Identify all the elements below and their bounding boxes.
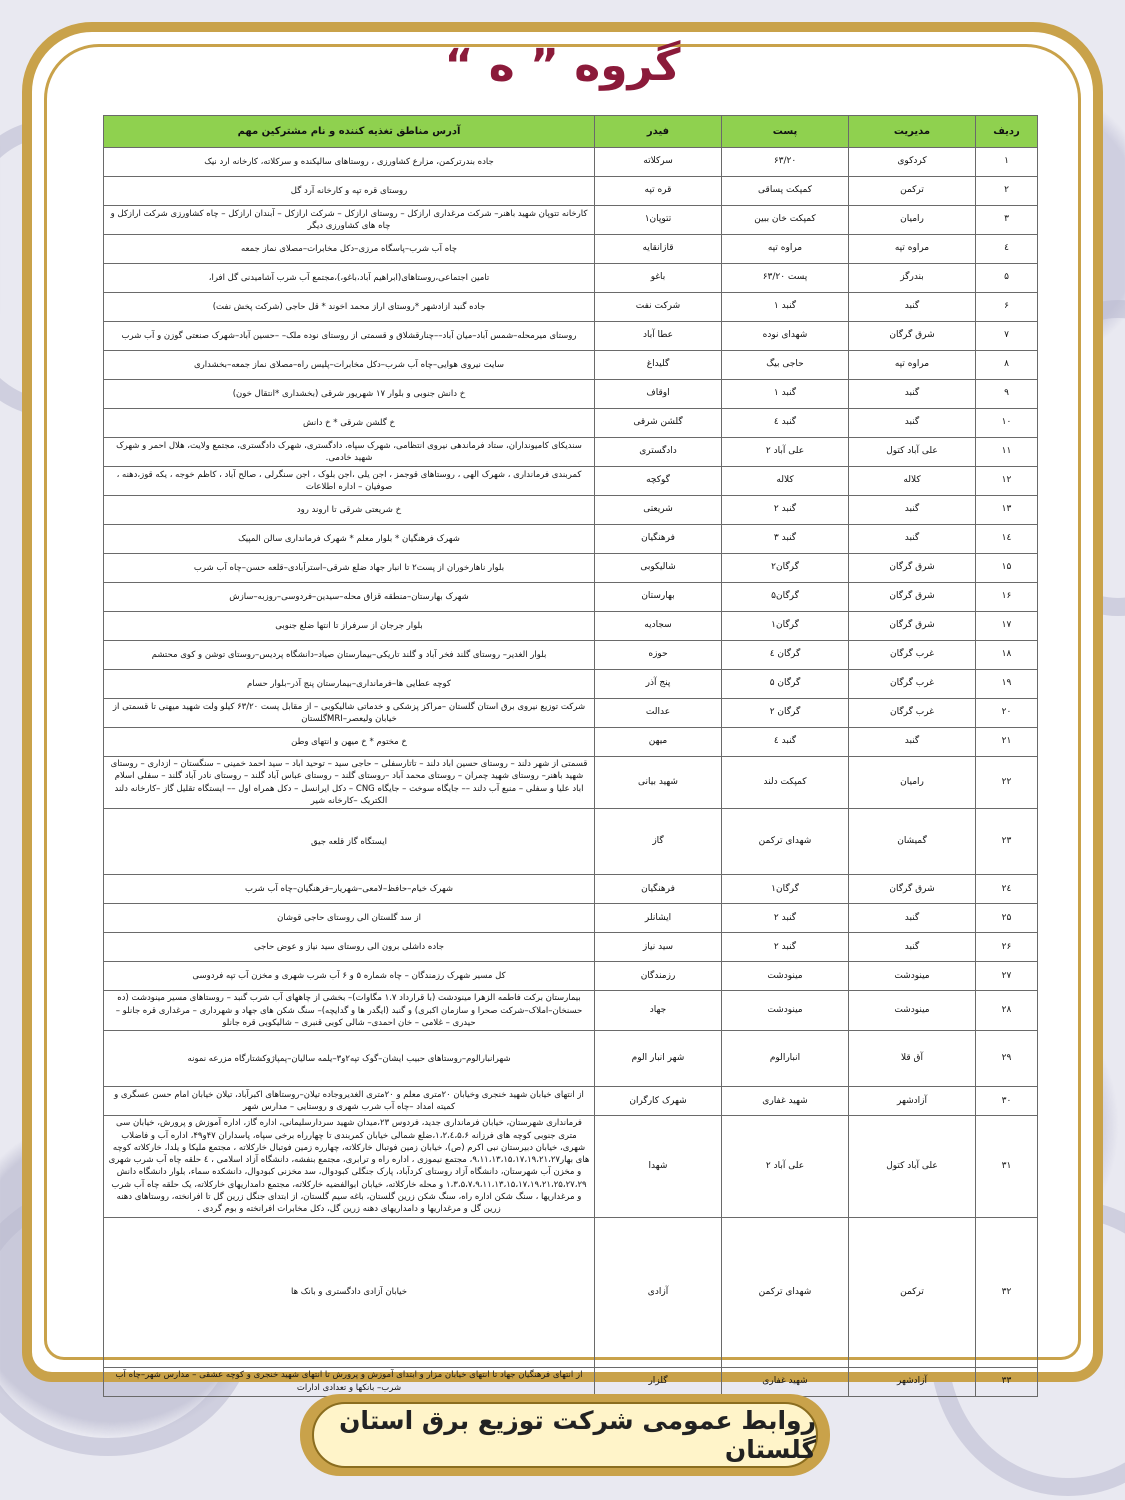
cell-address: از انتهای خیابان شهید خنجری وخیابان ۲۰متری معلم و ۲۰متری الغدیروجاده تیلان–روستاهای اکبرآباد، تیلان خیابان امام حسن عسگری و کمیته امداد –چاه آب شرب شهری و روستایی – مدارس شهر [104, 1087, 595, 1116]
table-row [104, 1087, 1038, 1116]
cell-management: گنبد [849, 380, 976, 409]
table-row [104, 380, 1038, 409]
cell-management: رامیان [849, 206, 976, 235]
cell-address: از انتهای فرهنگیان جهاد تا انتهای خیابان مزار و ابتدای آموزش و پرورش تا انتهای شهید خنجری و کوچه عشقی – مدارس شهر–چاه آب شرب– بانکها و تعدادی ادارات [104, 1367, 595, 1396]
cell-feeder: شرکت نفت [595, 293, 722, 322]
cell-row-number: ۲۸ [976, 991, 1038, 1031]
cell-row-number: ۱۶ [976, 583, 1038, 612]
cell-row-number: ۹ [976, 380, 1038, 409]
cell-feeder: گلشن شرقی [595, 409, 722, 438]
table-row [104, 809, 1038, 875]
cell-feeder: ایشانلر [595, 904, 722, 933]
cell-address: کارخانه تتوپان شهید باهنر– شرکت مرغداری ارازکل – روستای ارازکل – شرکت ارازکل – آبندان ارازکل – چاه کشاورزی شرکت ارازکل و چاه های کشاورزی دیگر [104, 206, 595, 235]
cell-feeder: آزادی [595, 1217, 722, 1367]
cell-row-number: ۵ [976, 264, 1038, 293]
cell-management: بندرگز [849, 264, 976, 293]
cell-post: شهید غفاری [722, 1367, 849, 1396]
cell-feeder: سرکلاته [595, 148, 722, 177]
cell-feeder: عدالت [595, 699, 722, 728]
cell-post: علی آباد ۲ [722, 1116, 849, 1218]
cell-management: غرب گرگان [849, 641, 976, 670]
cell-feeder: فرهنگیان [595, 525, 722, 554]
cell-feeder: حوزه [595, 641, 722, 670]
cell-row-number: ۲۰ [976, 699, 1038, 728]
table-row [104, 699, 1038, 728]
cell-management: شرق گرگان [849, 875, 976, 904]
cell-management: گنبد [849, 904, 976, 933]
cell-row-number: ۲۲ [976, 757, 1038, 809]
cell-management: غرب گرگان [849, 699, 976, 728]
cell-post: گنبد ۲ [722, 496, 849, 525]
header-address: آدرس مناطق تغذیه کننده و نام مشترکین مهم [104, 116, 595, 148]
cell-address: شهرک فرهنگیان * بلوار معلم * شهرک فرمانداری سالن المپیک [104, 525, 595, 554]
cell-feeder: شهید بیانی [595, 757, 722, 809]
table-row [104, 409, 1038, 438]
cell-row-number: ۳۱ [976, 1116, 1038, 1218]
cell-management: گنبد [849, 933, 976, 962]
cell-post: مراوه تپه [722, 235, 849, 264]
cell-address: کل مسیر شهرک رزمندگان – چاه شماره ۵ و ۶ آب شرب شهری و مخزن آب تپه فردوسی [104, 962, 595, 991]
cell-post: حاجی بیگ [722, 351, 849, 380]
table-row [104, 962, 1038, 991]
cell-post: گرگان۱ [722, 875, 849, 904]
cell-address: بلوار ناهارخوران از پست۲ تا انبار جهاد ضلع شرقی–استرآبادی–قلعه حسن–چاه آب شرب [104, 554, 595, 583]
table-row [104, 933, 1038, 962]
cell-feeder: گلزار [595, 1367, 722, 1396]
cell-post: شهید غفاری [722, 1087, 849, 1116]
cell-post: شهدای ترکمن [722, 1217, 849, 1367]
cell-address: کمربندی فرمانداری ، شهرک الهی ، روستاهای قوجمز ، اجن یلی ،اجن بلوک ، اجن سنگرلی ، صالح آباد ، کاظم خوجه ، یکه قوز،دهنه ، صوفیان – اداره اطلاعات [104, 467, 595, 496]
cell-address: خیابان آزادی دادگستری و بانک ها [104, 1217, 595, 1367]
cell-post: گرگان۲ [722, 554, 849, 583]
cell-feeder: شهرک کارگران [595, 1087, 722, 1116]
cell-management: ترکمن [849, 1217, 976, 1367]
table-row [104, 206, 1038, 235]
cell-post: گنبد ۱ [722, 293, 849, 322]
cell-feeder: فرهنگیان [595, 875, 722, 904]
cell-address: ایستگاه گاز قلعه جیق [104, 809, 595, 875]
table-row [104, 525, 1038, 554]
table-row [104, 438, 1038, 467]
cell-post: گرگان ۵ [722, 670, 849, 699]
table-row [104, 904, 1038, 933]
cell-address: بلوار جرجان از سرفراز تا انتها ضلع جنوبی [104, 612, 595, 641]
cell-address: خ دانش جنوبی و بلوار ۱۷ شهریور شرقی (بخشداری *انتقال خون) [104, 380, 595, 409]
table-row [104, 612, 1038, 641]
table-row [104, 554, 1038, 583]
cell-row-number: ۱۷ [976, 612, 1038, 641]
table-row [104, 991, 1038, 1031]
cell-feeder: سید نیاز [595, 933, 722, 962]
cell-management: مینودشت [849, 991, 976, 1031]
cell-address: سایت نیروی هوایی–چاه آب شرب–دکل مخابرات–پلیس راه–مصلای نماز جمعه–بخشداری [104, 351, 595, 380]
table-row [104, 757, 1038, 809]
cell-address: تامین اجتماعی،روستاهای(ابراهیم آباد،باغو،)،مجتمع آب شرب آشامیدنی گل افرا، [104, 264, 595, 293]
cell-row-number: ۱۹ [976, 670, 1038, 699]
cell-row-number: ۱۵ [976, 554, 1038, 583]
table-row [104, 293, 1038, 322]
cell-post: مینودشت [722, 991, 849, 1031]
cell-management: گنبد [849, 409, 976, 438]
cell-row-number: ۱۱ [976, 438, 1038, 467]
cell-address: خ مختوم * خ میهن و انتهای وطن [104, 728, 595, 757]
cell-address: خ گلشن شرقی * خ دانش [104, 409, 595, 438]
cell-row-number: ۲٤ [976, 875, 1038, 904]
cell-address: از سد گلستان الی روستای حاجی قوشان [104, 904, 595, 933]
cell-row-number: ۱۲ [976, 467, 1038, 496]
cell-management: علی آباد کتول [849, 1116, 976, 1218]
footer-title: روابط عمومی شرکت توزیع برق استان گلستان [312, 1402, 818, 1468]
cell-post: ۶۳/۲۰ [722, 148, 849, 177]
cell-post: کلاله [722, 467, 849, 496]
cell-post: گرگان۵ [722, 583, 849, 612]
cell-row-number: ۲ [976, 177, 1038, 206]
cell-management: ترکمن [849, 177, 976, 206]
cell-management: شرق گرگان [849, 554, 976, 583]
cell-post: گنبد ۱ [722, 380, 849, 409]
cell-feeder: دادگستری [595, 438, 722, 467]
table-row [104, 1116, 1038, 1218]
cell-post: گرگان۱ [722, 612, 849, 641]
cell-feeder: قره تپه [595, 177, 722, 206]
cell-address: جاده بندرترکمن، مزارع کشاورزی ، روستاهای سالیکنده و سرکلاته، کارخانه ارد نیک [104, 148, 595, 177]
cell-row-number: ۲۶ [976, 933, 1038, 962]
cell-post: پست ۶۳/۲۰ [722, 264, 849, 293]
cell-feeder: تتوپان۱ [595, 206, 722, 235]
cell-management: علی آباد کتول [849, 438, 976, 467]
cell-feeder: سجادیه [595, 612, 722, 641]
header-post: پست [722, 116, 849, 148]
cell-feeder: اوقاف [595, 380, 722, 409]
cell-row-number: ۱۸ [976, 641, 1038, 670]
table-row [104, 177, 1038, 206]
cell-feeder: قازانقایه [595, 235, 722, 264]
table-row [104, 1031, 1038, 1087]
cell-feeder: عطا آباد [595, 322, 722, 351]
cell-feeder: جهاد [595, 991, 722, 1031]
cell-post: کمپکت دلند [722, 757, 849, 809]
cell-management: گمیشان [849, 809, 976, 875]
cell-row-number: ۳۲ [976, 1217, 1038, 1367]
cell-address: شهرک بهارستان–منطقه قزاق محله–سیدین–فردوسی–روزبه–سازش [104, 583, 595, 612]
cell-address: روستای قره تپه و کارخانه آرد گل [104, 177, 595, 206]
table-row [104, 235, 1038, 264]
cell-management: غرب گرگان [849, 670, 976, 699]
cell-feeder: گوکچه [595, 467, 722, 496]
cell-management: شرق گرگان [849, 322, 976, 351]
cell-feeder: باغو [595, 264, 722, 293]
cell-address: چاه آب شرب–پاسگاه مرزی–دکل مخابرات–مصلای نماز جمعه [104, 235, 595, 264]
cell-post: علی آباد ۲ [722, 438, 849, 467]
cell-management: مراوه تپه [849, 351, 976, 380]
header-management: مدیریت [849, 116, 976, 148]
table-row [104, 875, 1038, 904]
cell-post: کمپکت پساقی [722, 177, 849, 206]
cell-management: آق قلا [849, 1031, 976, 1087]
cell-row-number: ۳ [976, 206, 1038, 235]
cell-address: بلوار الغدیر– روستای گلند فخر آباد و گلند تاریکی–بیمارستان صیاد–دانشگاه پردیس–روستای توشن و کوی محتشم [104, 641, 595, 670]
cell-address: کوچه عطایی ها–فرمانداری–بیمارستان پنج آذر–بلوار حسام [104, 670, 595, 699]
cell-management: مینودشت [849, 962, 976, 991]
cell-row-number: ۳۳ [976, 1367, 1038, 1396]
cell-management: آزادشهر [849, 1087, 976, 1116]
table-row [104, 1367, 1038, 1396]
table-row [104, 322, 1038, 351]
table-row [104, 670, 1038, 699]
cell-post: شهدای نوده [722, 322, 849, 351]
cell-row-number: ۲۹ [976, 1031, 1038, 1087]
cell-address: شهرک خیام–حافظ–لامعی–شهریار–فرهنگیان–چاه آب شرب [104, 875, 595, 904]
cell-management: کردکوی [849, 148, 976, 177]
cell-address: فرمانداری شهرستان، خیابان فرمانداری جدید، فردوس ۲۳،میدان شهید سردارسلیمانی، اداره گاز، اداره آموزش و پرورش، خیابان سی متری جنوبی کوچه های فرزانه ۱،۲،٤،۵،۶،ضلع شمالی خیابان کمربندی تا چهارراه برخی سپاه، پاسداران ۴۷و۴۹، اداره آب و فاضلاب شهری، خیابان دبیرستان نبی اکرم (ص)، خیابان زمین فوتبال خارکلاته، چهارره زمین فوتبال خارکلاته ، مجتمع ملیکا و یلدا، خارکلاته کوچه های بهار۹،۱۱،۱۳،۱۵،۱۷،۱۹،۲۱،۲۷، مجتمع نیموزی ، اداره راه و ترابری، مجتمع بنفشه، دانشگاه آزاد اسلامی ، ٤ حلقه چاه آب شرب شهری و مخزن آب شهرستان، دانشگاه آزاد روستای کردآباد، پارک جنگلی کبودوال، سد مخزنی کبودوال، دانشکده سماء، بلوار دانشگاه دانش ۱،۳،۵،۷،۹،۱۱،۱۳،۱۵،۱۷،۱۹،۲۱،۲۵،۲۷،۲۹ و محله خارکلاته، خیابان ابوالفضیه خارکلاته، مجتمع دامداریهای خارکلاته، یک حلقه چاه آب شرب و مرغداریها ، سنگ شکن اداره راه، سنگ شکن زرین گلستان، باغه سیم گلستان، از ابتدای جنگل زرین گل تا افرانخته، روستاهای دهنه زرین گل و مرغداریها و دامداریهای دهنه زرین گل، دکل مخابرات افرانخته و بوم گردی . [104, 1116, 595, 1218]
cell-address: شهرانبارالوم–روستاهای حبیب ایشان–گوک تپه۲و۳–یلمه سالیان–پمپاژوکشتارگاه مزرعه نمونه [104, 1031, 595, 1087]
cell-management: گنبد [849, 496, 976, 525]
cell-management: آزادشهر [849, 1367, 976, 1396]
cell-management: گنبد [849, 728, 976, 757]
cell-address: جاده داشلی برون الی روستای سید نیاز و عوض حاجی [104, 933, 595, 962]
cell-post: گنبد ۳ [722, 525, 849, 554]
cell-post: کمپکت خان ببین [722, 206, 849, 235]
table-row [104, 264, 1038, 293]
cell-post: شهدای ترکمن [722, 809, 849, 875]
cell-feeder: رزمندگان [595, 962, 722, 991]
cell-address: بیمارستان برکت فاطمه الزهرا مینودشت (با قرارداد ۱.۷ مگاوات)– بخشی از چاههای آب شرب گنبد – روستاهای مسیر مینودشت (ده حسنخان–املاک–شرکت صحرا و سازمان اکبری) و گنبد (ایگدر ها و گدایچه)– سنگ شکن های جهاد و شهرداری – مرغداری قره جانلو – حیدری – غلامی – خان احمدی– شالی کوبی قنبری – شالیکوبی قره جانلو [104, 991, 595, 1031]
cell-address: سندیکای کامیونداران، ستاد فرماندهی نیروی انتظامی، شهرک سپاه، دادگستری، شهرک دادگستری، مجتمع ولایت، هلال احمر و شهرک شهید خادمی. [104, 438, 595, 467]
cell-post: مینودشت [722, 962, 849, 991]
cell-address: روستای میرمحله–شمس آباد–میان آباد––چنارقشلاق و قسمتی از روستای نوده ملک– –حسین آباد–شهرک صنعتی گوزن و آب شرب [104, 322, 595, 351]
header-row-number: ردیف [976, 116, 1038, 148]
cell-feeder: گلیداغ [595, 351, 722, 380]
cell-feeder: شریعتی [595, 496, 722, 525]
table-row [104, 641, 1038, 670]
cell-management: گنبد [849, 293, 976, 322]
cell-management: شرق گرگان [849, 612, 976, 641]
cell-row-number: ۱٤ [976, 525, 1038, 554]
cell-row-number: ۱ [976, 148, 1038, 177]
cell-management: مراوه تپه [849, 235, 976, 264]
cell-row-number: ۲۳ [976, 809, 1038, 875]
cell-row-number: ۲۱ [976, 728, 1038, 757]
cell-address: جاده گنبد ازادشهر *روستای اراز محمد اخوند * قل حاجی (شرکت پخش نفت) [104, 293, 595, 322]
cell-post: گرگان ٤ [722, 641, 849, 670]
cell-row-number: ۸ [976, 351, 1038, 380]
table-row [104, 496, 1038, 525]
cell-address: خ شریعتی شرقی تا اروند رود [104, 496, 595, 525]
cell-post: گنبد ٤ [722, 728, 849, 757]
cell-feeder: شالیکوبی [595, 554, 722, 583]
table-row [104, 351, 1038, 380]
table-row [104, 728, 1038, 757]
table-row [104, 1217, 1038, 1367]
cell-row-number: ۱۳ [976, 496, 1038, 525]
table-header-row [104, 116, 1038, 148]
cell-address: قسمتی از شهر دلند – روستای حسین اباد دلند – تاتارسفلی – حاجی سید – توحید اباد – سید احمد خمینی – سنگستان – ازداری – روستای شهید باهنر– روستای شهید چمران – روستای محمد آباد –روستای گلند – روستای عباس آباد گلند – روستای نادر آباد گلند – سفلی اسلام اباد علیا و سفلی – منبع آب دلند –– جایگاه سوخت – جایگاه CNG – دکل ایرانسل – دکل همراه اول –– ایستگاه تقلیل گاز –کارخانه دلند الکتریک –کارخانه شیر [104, 757, 595, 809]
cell-row-number: ٤ [976, 235, 1038, 264]
cell-management: رامیان [849, 757, 976, 809]
cell-management: گنبد [849, 525, 976, 554]
cell-management: کلاله [849, 467, 976, 496]
cell-post: انبارالوم [722, 1031, 849, 1087]
cell-post: گنبد ٤ [722, 409, 849, 438]
table-row [104, 148, 1038, 177]
cell-feeder: گاز [595, 809, 722, 875]
cell-feeder: بهارستان [595, 583, 722, 612]
cell-feeder: پنج آذر [595, 670, 722, 699]
header-feeder: فیدر [595, 116, 722, 148]
cell-management: شرق گرگان [849, 583, 976, 612]
cell-row-number: ۳۰ [976, 1087, 1038, 1116]
cell-feeder: شهدا [595, 1116, 722, 1218]
cell-feeder: میهن [595, 728, 722, 757]
cell-post: گنبد ۲ [722, 904, 849, 933]
cell-row-number: ۲۵ [976, 904, 1038, 933]
cell-row-number: ۷ [976, 322, 1038, 351]
feeder-table [103, 115, 1038, 1397]
cell-feeder: شهر انبار الوم [595, 1031, 722, 1087]
cell-row-number: ۱۰ [976, 409, 1038, 438]
table-row [104, 467, 1038, 496]
cell-address: شرکت توزیع نیروی برق استان گلستان –مراکز پزشکی و خدماتی شالیکوبی – از مقابل پست ۶۳/۲۰ کیلو ولت شهید میهنی تا قسمتی از خیابان ولیعصر–MRIگلستان [104, 699, 595, 728]
cell-post: گرگان ۲ [722, 699, 849, 728]
cell-row-number: ۶ [976, 293, 1038, 322]
cell-row-number: ۲۷ [976, 962, 1038, 991]
cell-post: گنبد ۲ [722, 933, 849, 962]
table-row [104, 583, 1038, 612]
page-title: گروه ” ه “ [444, 40, 681, 91]
